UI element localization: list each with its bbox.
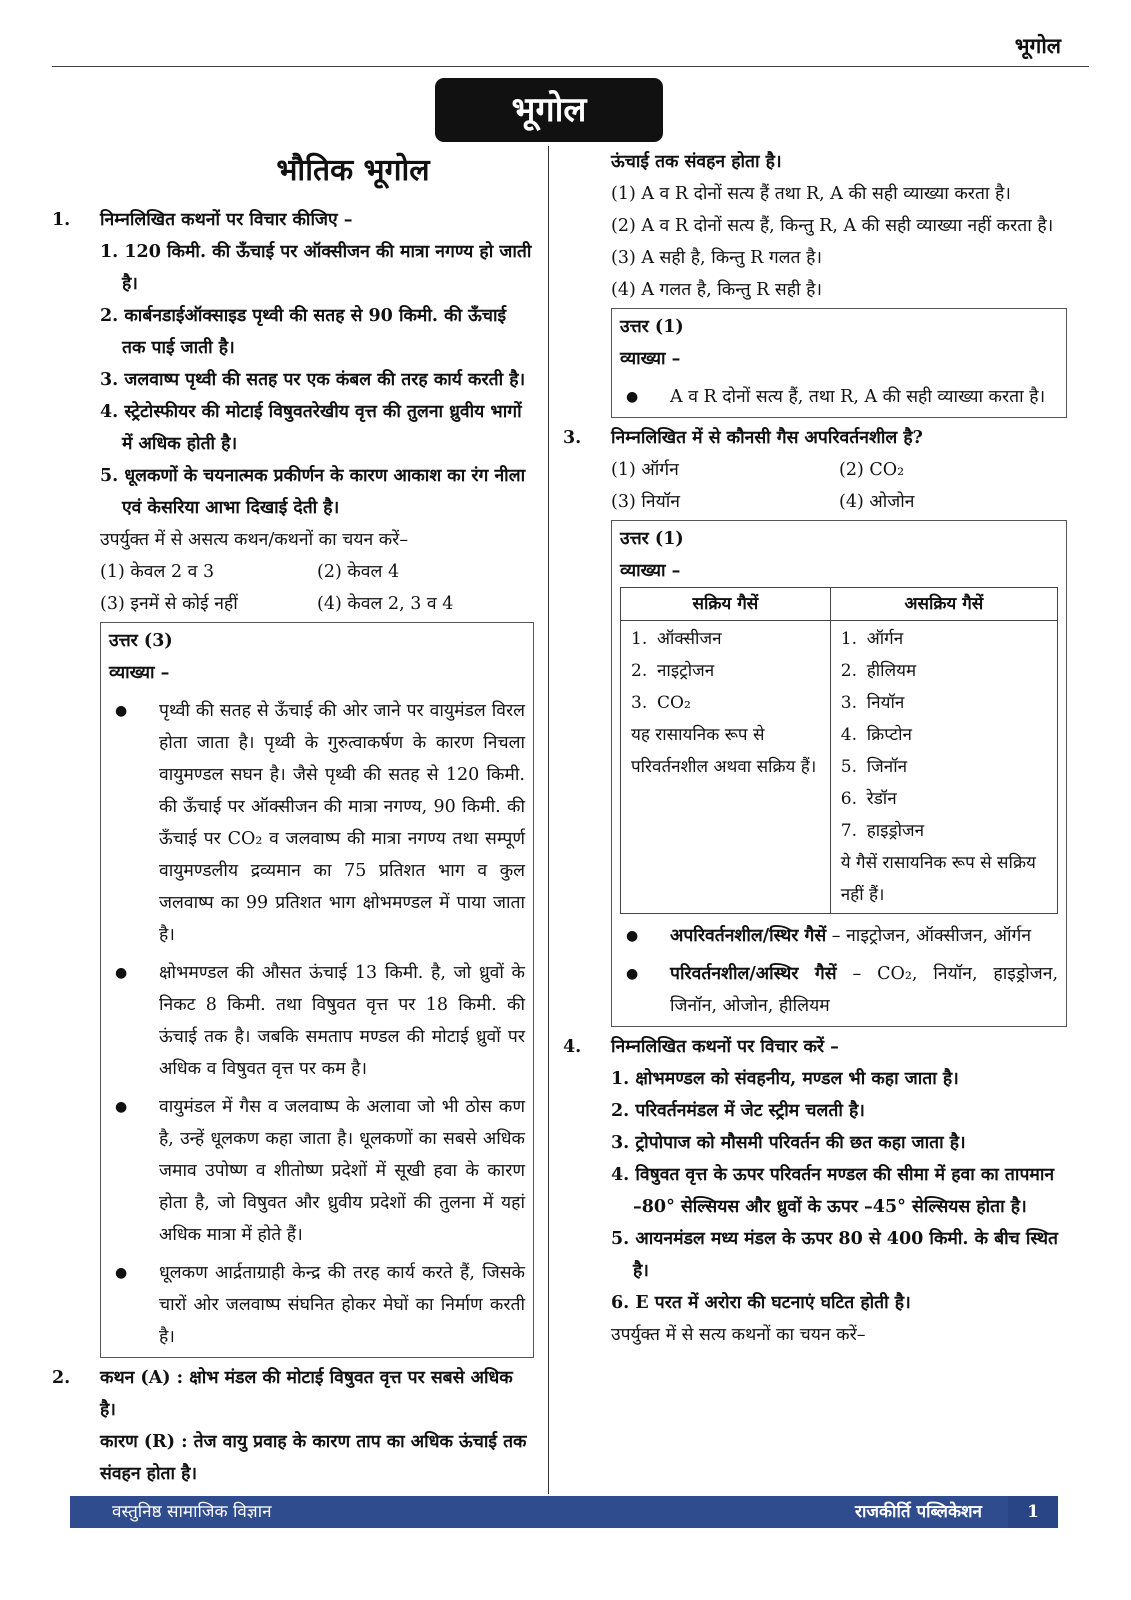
assertion: कथन (A) : क्षोभ मंडल की मोटाई विषुवत वृत्त पर सबसे अधिक है। [100, 1368, 513, 1420]
list-item: 1. ऑक्सीजन [631, 629, 722, 649]
statement-item: 6. E परत में अरोरा की घटनाएं घटित होती है। [611, 1293, 911, 1313]
reason: कारण (R) : तेज वायु प्रवाह के कारण ताप का अधिक ऊंचाई तक संवहन होता है। [100, 1432, 527, 1484]
list-item: 2. नाइट्रोजन [631, 661, 715, 681]
answer-box [611, 520, 1067, 1027]
explanation-bullet: ● अपरिवर्तनशील/स्थिर गैसें – नाइट्रोजन, ऑक्सीजन, ऑर्गन [620, 920, 1058, 952]
list-item: 3. नियॉन [840, 693, 905, 713]
statement-item: 5. आयनमंडल मध्य मंडल के ऊपर 80 से 400 किमी. के बीच स्थित है। [611, 1229, 1058, 1281]
question-prompt: उपर्युक्त में से असत्य कथन/कथनों का चयन करें– [100, 530, 409, 550]
option: (2) CO₂ [839, 460, 905, 480]
explanation-bullet: ● धूलकण आर्द्रताग्राही केन्द्र की तरह कार्य करते हैं, जिसके चारों ओर जलवाष्प संघनित होकर मेघों का निर्माण करती है। [109, 1257, 525, 1353]
option: (2) A व R दोनों सत्य हैं, किन्तु R, A की सही व्याख्या नहीं करता है। [611, 216, 1054, 236]
footer-book-title: वस्तुनिष्ठ सामाजिक विज्ञान [112, 1502, 272, 1522]
table-note: ये गैसें रासायनिक रूप से सक्रिय नहीं हैं। [840, 853, 1036, 905]
page-footer [70, 1496, 1058, 1528]
option: (4) केवल 2, 3 व 4 [317, 594, 454, 614]
right-column [563, 146, 1067, 1351]
option: (1) ऑर्गन [611, 460, 679, 480]
bullet-icon: ● [626, 966, 639, 982]
explanation-label: व्याख्या – [109, 663, 170, 683]
question-number: 2. [52, 1368, 71, 1388]
bullet-icon: ● [115, 965, 128, 981]
question-prompt: उपर्युक्त में से सत्य कथनों का चयन करें– [611, 1325, 866, 1345]
statement-item: 4. स्ट्रेटोस्फीयर की मोटाई विषुवतरेखीय वृत्त की तुलना ध्रुवीय भागों में अधिक होती है। [100, 402, 522, 454]
list-item: 4. क्रिप्टोन [840, 725, 912, 745]
answer-label: उत्तर (3) [109, 631, 173, 651]
explanation-label: व्याख्या – [620, 561, 681, 581]
option: (4) ओजोन [839, 492, 915, 512]
list-item: 7. हाइड्रोजन [840, 821, 925, 841]
header-rule [52, 66, 1089, 67]
answer-label: उत्तर (1) [620, 529, 684, 549]
question-stem: निम्नलिखित कथनों पर विचार करें – [611, 1037, 839, 1057]
question-2 [52, 1362, 534, 1484]
section-title: भौतिक भूगोल [276, 153, 430, 188]
list-item: 6. रेडॉन [840, 789, 897, 809]
list-item: 5. जिनॉन [840, 757, 908, 777]
explanation-bullet: ● परिवर्तनशील/अस्थिर गैसें – CO₂, नियॉन, हाइड्रोजन, जिनॉन, ओजोन, हीलियम [620, 958, 1058, 1022]
statement-item: 3. जलवाष्प पृथ्वी की सतह पर एक कंबल की तरह कार्य करती है। [100, 370, 526, 390]
bullet-icon: ● [115, 703, 128, 719]
option: (3) A सही है, किन्तु R गलत है। [611, 248, 823, 268]
question-number: 3. [563, 428, 582, 448]
running-head: भूगोल [1014, 33, 1061, 58]
statement-item: 4. विषुवत वृत्त के ऊपर परिवर्तन मण्डल की सीमा में हवा का तापमान –80° सेल्सियस और ध्रुवों के ऊपर –45° सेल्सियस होता है। [611, 1165, 1055, 1217]
answer-box [100, 622, 534, 1358]
table-header: असक्रिय गैसें [830, 588, 1057, 621]
list-item: 3. CO₂ [631, 693, 691, 713]
statement-item: 2. कार्बनडाईऑक्साइड पृथ्वी की सतह से 90 किमी. की ऊँचाई तक पाई जाती है। [100, 306, 507, 358]
question-number: 4. [563, 1037, 582, 1057]
explanation-bullet: ● A व R दोनों सत्य हैं, तथा R, A की सही व्याख्या करता है। [620, 381, 1058, 413]
option: (2) केवल 4 [317, 562, 400, 582]
table-note: यह रासायनिक रूप से परिवर्तनशील अथवा सक्रिय हैं। [631, 725, 817, 777]
explanation-label: व्याख्या – [620, 349, 681, 369]
answer-box [611, 308, 1067, 418]
statement-item: 2. परिवर्तनमंडल में जेट स्ट्रीम चलती है। [611, 1101, 865, 1121]
left-column [52, 146, 534, 1484]
question-3 [563, 422, 1067, 1031]
explanation-bullet: ● वायुमंडल में गैस व जलवाष्प के अलावा जो भी ठोस कण है, उन्हें धूलकण कहा जाता है। धूलकणों का सबसे अधिक जमाव उपोष्ण व शीतोष्ण प्रदेशों में सूखी हवा के कारण होता है, जो विषुवत और ध्रुवीय प्रदेशों की तुलना में यहां अधिक मात्रा में होते हैं। [109, 1091, 525, 1251]
option: (1) केवल 2 व 3 [100, 562, 215, 582]
inactive-gases-cell [830, 621, 1057, 914]
statement-item: 5. धूलकणों के चयनात्मक प्रकीर्णन के कारण आकाश का रंग नीला एवं केसरिया आभा दिखाई देती है। [100, 466, 526, 518]
statement-item: 3. ट्रोपोपाज को मौसमी परिवर्तन की छत कहा जाता है। [611, 1133, 966, 1153]
bullet-icon: ● [115, 1265, 128, 1281]
table-header: सक्रिय गैसें [621, 588, 831, 621]
column-divider [548, 146, 549, 1494]
answer-label: उत्तर (1) [620, 317, 684, 337]
option: (3) इनमें से कोई नहीं [100, 594, 238, 614]
question-stem: निम्नलिखित कथनों पर विचार कीजिए – [100, 210, 353, 230]
page-number: 1 [1008, 1496, 1058, 1528]
options [611, 454, 1067, 518]
question-stem: निम्नलिखित में से कौनसी गैस अपरिवर्तनशील है? [611, 428, 923, 448]
question-number: 1. [52, 210, 71, 230]
option: (1) A व R दोनों सत्य हैं तथा R, A की सही व्याख्या करता है। [611, 184, 1011, 204]
option: (4) A गलत है, किन्तु R सही है। [611, 280, 823, 300]
list-item: 1. ऑर्गन [840, 629, 904, 649]
bullet-icon: ● [626, 389, 639, 405]
options [100, 556, 534, 620]
question-4 [563, 1031, 1067, 1351]
chapter-banner: भूगोल [435, 78, 663, 142]
bullet-icon: ● [115, 1099, 128, 1115]
reason-continued: ऊंचाई तक संवहन होता है। [611, 152, 782, 172]
bullet-icon: ● [626, 928, 639, 944]
explanation-bullet: ● क्षोभमण्डल की औसत ऊंचाई 13 किमी. है, जो ध्रुवों के निकट 8 किमी. तथा विषुवत वृत्त पर 18 किमी. की ऊंचाई तक है। जबकि समताप मण्डल की मोटाई ध्रुवों पर अधिक व विषुवत वृत्त पर कम है। [109, 957, 525, 1085]
question-1 [52, 204, 534, 1362]
gas-table [620, 587, 1058, 914]
statement-item: 1. 120 किमी. की ऊँचाई पर ऑक्सीजन की मात्रा नगण्य हो जाती है। [100, 242, 532, 294]
list-item: 2. हीलियम [840, 661, 917, 681]
footer-publisher: राजकीर्ति पब्लिकेशन [855, 1502, 982, 1522]
option: (3) नियॉन [611, 492, 680, 512]
statement-item: 1. क्षोभमण्डल को संवहनीय, मण्डल भी कहा जाता है। [611, 1069, 959, 1089]
active-gases-cell [621, 621, 831, 914]
explanation-bullet: ● पृथ्वी की सतह से ऊँचाई की ओर जाने पर वायुमंडल विरल होता जाता है। पृथ्वी के गुरुत्वाकर्षण के कारण निचला वायुमण्डल सघन है। जैसे पृथ्वी की सतह से 120 किमी. की ऊँचाई पर ऑक्सीजन की मात्रा नगण्य, 90 किमी. की ऊँचाई पर CO₂ व जलवाष्प की मात्रा नगण्य तथा सम्पूर्ण वायुमण्डलीय द्रव्यमान का 75 प्रतिशत भाग व कुल जलवाष्प का 99 प्रतिशत भाग क्षोभमण्डल में पाया जाता है। [109, 695, 525, 951]
